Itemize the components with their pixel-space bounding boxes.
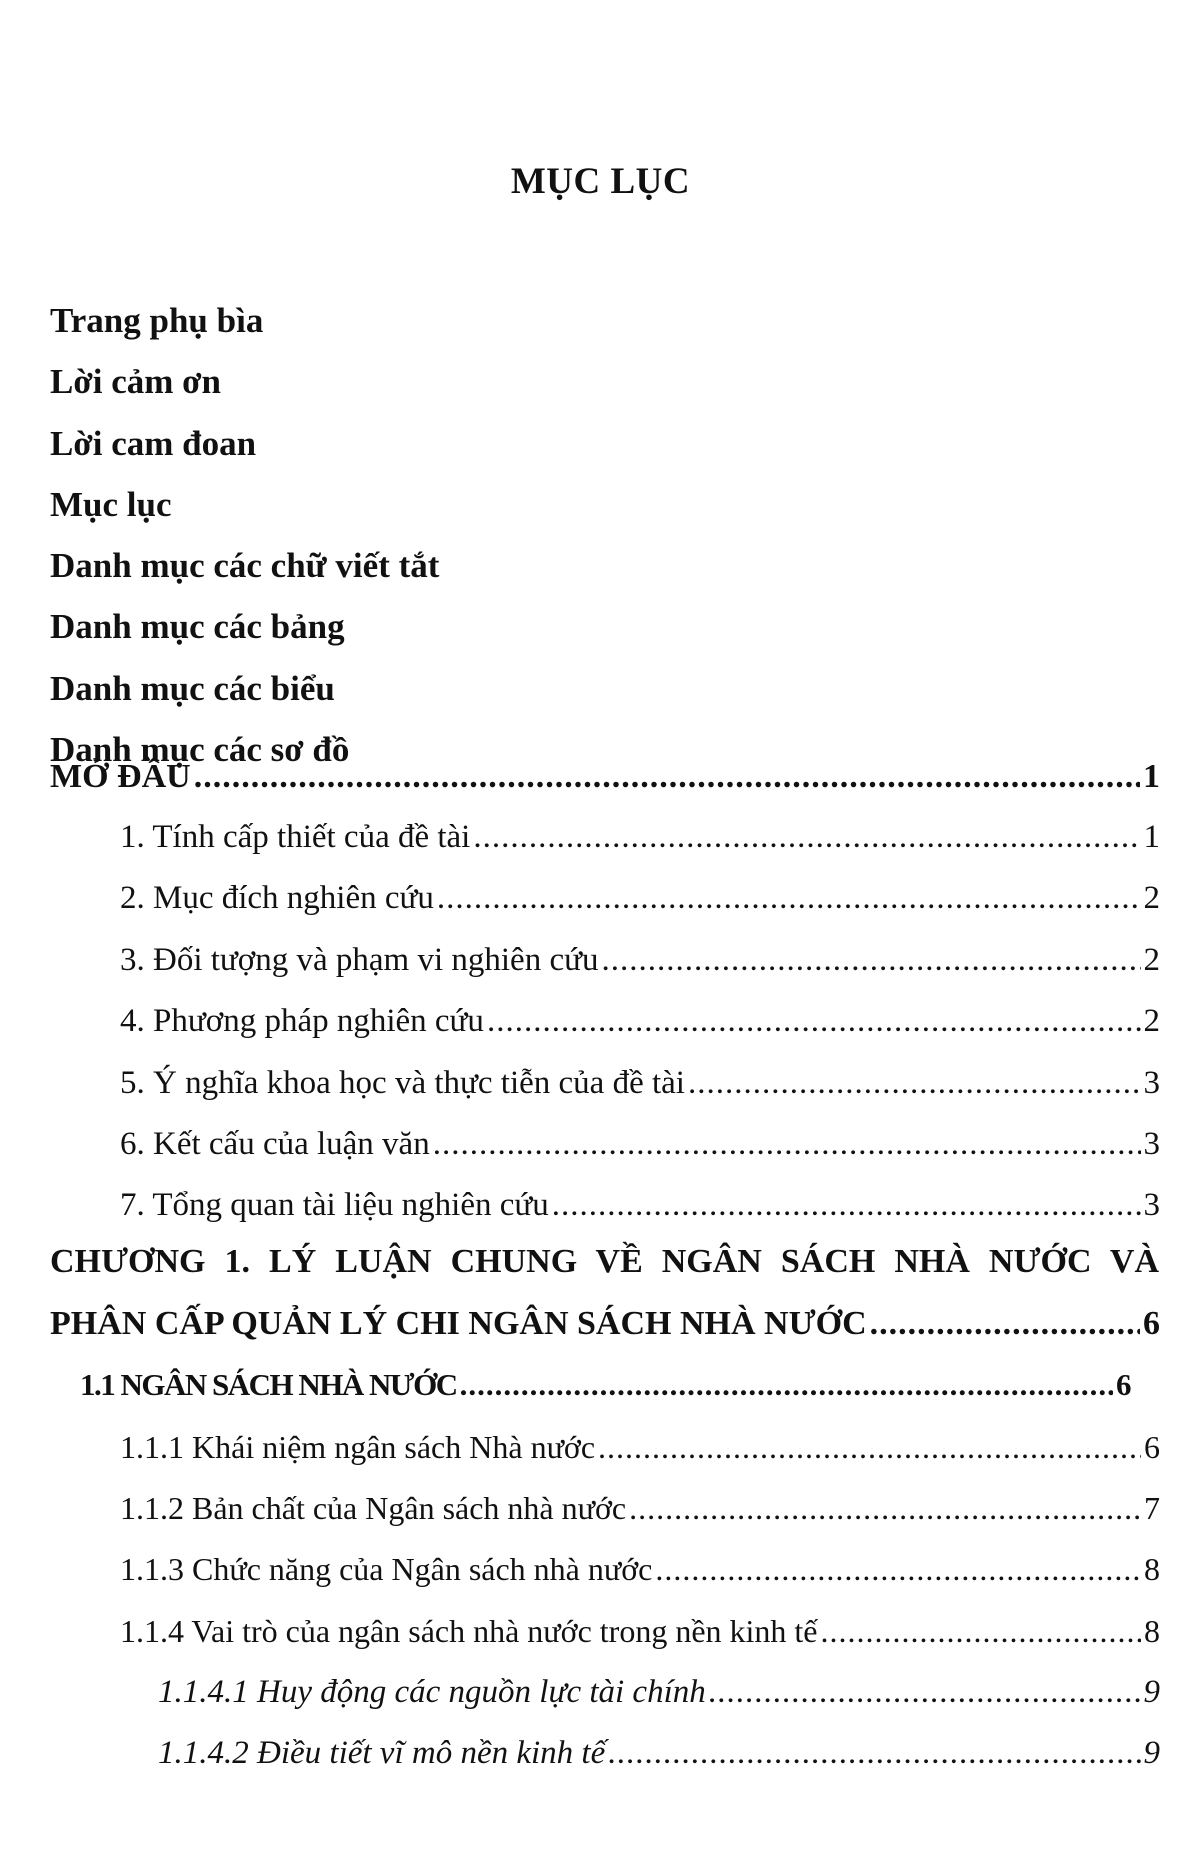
toc-leader-dots [629,1490,1141,1527]
toc-leader-dots [870,1305,1140,1343]
toc-leader-dots [437,880,1141,917]
toc-entry-page: 2 [1143,942,1160,978]
toc-leader-dots [709,1674,1141,1711]
toc-entry-page: 6 [1116,1367,1130,1402]
toc-leader-dots [688,1065,1141,1102]
toc-entry-1-1-4-2[interactable] [158,1735,1160,1772]
toc-entry-label: 7. Tổng quan tài liệu nghiên cứu [120,1187,549,1223]
toc-leader-dots [487,1003,1141,1040]
front-item-cover[interactable]: Trang phụ bìa [50,301,264,340]
toc-entry-page: 1 [1143,819,1160,855]
toc-entry-page: 8 [1144,1551,1160,1587]
toc-entry-page: 3 [1143,1126,1160,1162]
toc-entry-label: 1.1.2 Bản chất của Ngân sách nhà nước [120,1490,627,1526]
toc-leader-dots [655,1551,1141,1588]
toc-entry-intro-4[interactable] [120,1003,1160,1040]
toc-entry-mo-dau[interactable] [50,758,1160,796]
toc-entry-label: PHÂN CẤP QUẢN LÝ CHI NGÂN SÁCH NHÀ NƯỚC [50,1305,867,1342]
toc-leader-dots [473,819,1140,856]
toc-entry-section-1-1[interactable] [80,1367,1130,1403]
toc-entry-intro-2[interactable] [120,880,1160,917]
front-item-list-of-diagrams[interactable]: Danh mục các sơ đồ [50,730,350,770]
front-item-declaration[interactable]: Lời cam đoan [50,423,257,463]
toc-entry-page: 7 [1144,1490,1160,1526]
toc-entry-intro-5[interactable] [120,1065,1160,1102]
toc-entry-page: 8 [1144,1613,1160,1649]
toc-leader-dots [194,758,1140,796]
front-item-list-of-charts[interactable]: Danh mục các biểu [50,668,335,708]
toc-entry-label: 1.1.1 Khái niệm ngân sách Nhà nước [120,1429,596,1465]
front-item-abbreviations[interactable]: Danh mục các chữ viết tắt [50,546,440,586]
toc-entry-page: 1 [1143,758,1160,795]
front-item-acknowledgement[interactable]: Lời cảm ơn [50,362,221,402]
toc-entry-1-1-2[interactable] [120,1490,1160,1527]
toc-entry-1-1-1[interactable] [120,1429,1160,1466]
toc-entry-page: 3 [1143,1187,1160,1223]
toc-entry-label: 1. Tính cấp thiết của đề tài [120,819,471,855]
toc-entry-label: 1.1 NGÂN SÁCH NHÀ NƯỚC [80,1367,457,1402]
toc-entry-page: 2 [1143,1003,1160,1039]
toc-entry-intro-7[interactable] [120,1187,1160,1224]
front-item-list-of-tables[interactable]: Danh mục các bảng [50,607,345,647]
toc-entry-page: 3 [1143,1065,1160,1101]
toc-entry-intro-6[interactable] [120,1126,1160,1163]
toc-leader-dots [433,1126,1141,1163]
toc-entry-page: 9 [1143,1735,1160,1771]
toc-entry-1-1-3[interactable] [120,1551,1160,1588]
front-item-table-of-contents[interactable]: Mục lục [50,484,172,524]
toc-entry-label: 3. Đối tượng và phạm vi nghiên cứu [120,942,599,978]
toc-chapter-1-title-line1[interactable]: CHƯƠNG 1. LÝ LUẬN CHUNG VỀ NGÂN SÁCH NHÀ NƯỚC VÀ [50,1243,1159,1280]
toc-leader-dots [601,942,1140,979]
toc-entry-chapter-1[interactable] [50,1305,1160,1343]
front-matter-list [50,290,439,780]
toc-entry-page: 6 [1143,1305,1160,1342]
toc-entry-page: 9 [1143,1674,1160,1710]
toc-entry-label: 6. Kết cấu của luận văn [120,1126,430,1162]
toc-entry-label: 4. Phương pháp nghiên cứu [120,1003,484,1039]
toc-entry-label: 1.1.4.2 Điều tiết vĩ mô nền kinh tế [158,1735,606,1771]
toc-entry-label: MỞ ĐẦU [50,758,191,795]
toc-leader-dots [821,1613,1142,1650]
toc-entry-label: 2. Mục đích nghiên cứu [120,880,434,916]
toc-leader-dots [608,1735,1140,1772]
toc-entry-intro-3[interactable] [120,942,1160,979]
toc-leader-dots [598,1429,1141,1466]
toc-entry-1-1-4[interactable] [120,1613,1160,1650]
toc-entry-page: 6 [1144,1429,1160,1465]
toc-entry-intro-1[interactable] [120,819,1160,856]
toc-leader-dots [552,1187,1141,1224]
toc-entry-label: 5. Ý nghĩa khoa học và thực tiễn của đề tài [120,1065,685,1101]
toc-entry-page: 2 [1143,880,1160,916]
toc-leader-dots [460,1367,1113,1403]
toc-entry-label: 1.1.4 Vai trò của ngân sách nhà nước trong nền kinh tế [120,1613,818,1649]
page-title: MỤC LỤC [510,161,691,202]
toc-entry-label: 1.1.4.1 Huy động các nguồn lực tài chính [158,1674,706,1710]
toc-entry-label: 1.1.3 Chức năng của Ngân sách nhà nước [120,1551,653,1587]
toc-entry-1-1-4-1[interactable] [158,1674,1160,1711]
